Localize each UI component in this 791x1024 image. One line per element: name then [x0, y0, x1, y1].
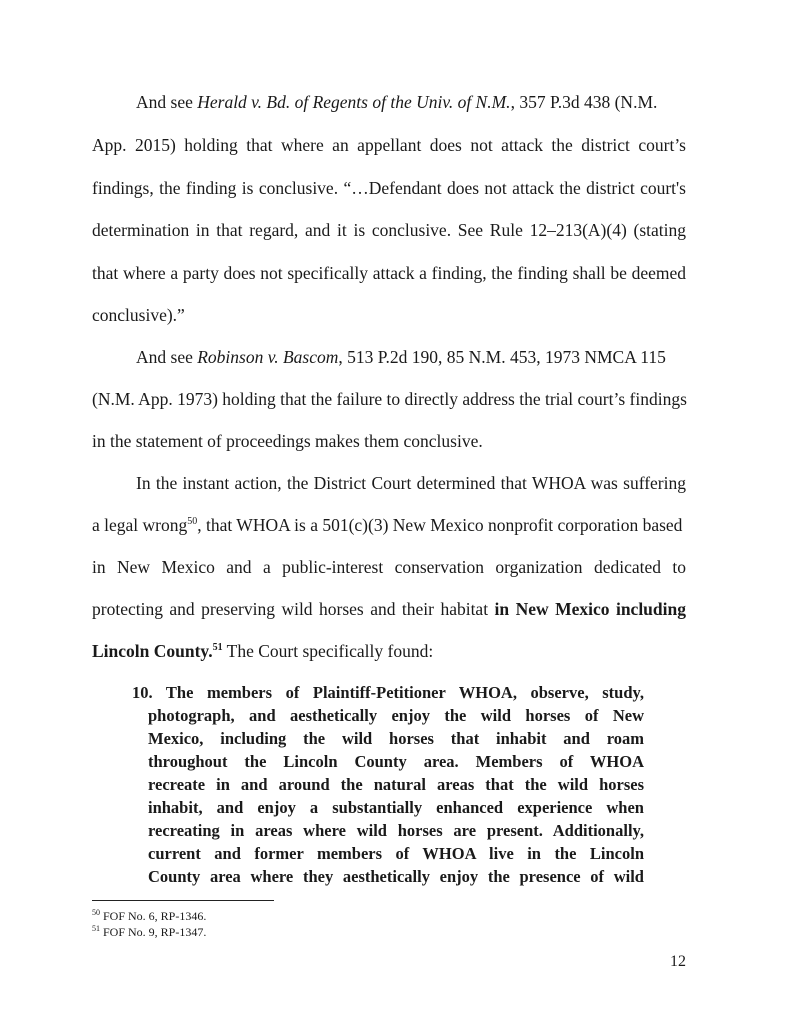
case-citation-robinson: Robinson v. Bascom	[197, 347, 339, 367]
quote-line4: throughout the Lincoln County area. Members of WHOA	[148, 752, 644, 771]
para3-line4: protecting and preserving wild horses and their habitat in New Mexico including	[92, 599, 686, 619]
quote-line9: County area where they aesthetically enjoy the presence of wild	[148, 867, 644, 886]
quote-line3: Mexico, including the wild horses that inhabit and roam	[148, 729, 644, 748]
para1-line4: determination in that regard, and it is conclusive. See Rule 12–213(A)(4) (stating	[92, 220, 686, 240]
quote-line1: 10. The members of Plaintiff-Petitioner WHOA, observe, study,	[132, 683, 644, 702]
para1-line6: conclusive).”	[92, 305, 185, 325]
footnote-ref-51: 51	[212, 642, 223, 654]
para1-line3: findings, the finding is conclusive. “…Defendant does not attack the district court's	[92, 178, 686, 198]
para1-line1: And see Herald v. Bd. of Regents of the Univ. of N.M., 357 P.3d 438 (N.M.	[136, 92, 658, 112]
para2-line1: And see Robinson v. Bascom, 513 P.2d 190, 85 N.M. 453, 1973 NMCA 115	[136, 347, 666, 367]
footnote-50: $^{50}$ FOF No. 6, RP-1346.	[92, 908, 207, 923]
page-number: 12	[670, 953, 686, 970]
para2-line3: in the statement of proceedings makes them conclusive.	[92, 431, 483, 451]
footnote-ref-50: 50	[187, 516, 198, 528]
para1-line2: App. 2015) holding that where an appellant does not attack the district court’s	[92, 135, 686, 155]
para3-line5: Lincoln County.$^{51}$ The Court specifically found:	[92, 641, 434, 661]
case-citation-herald: Herald v. Bd. of Regents of the Univ. of N.M.	[197, 92, 511, 112]
para2-line2: (N.M. App. 1973) holding that the failure to directly address the trial court’s findings	[92, 389, 687, 409]
quote-line8: current and former members of WHOA live in the Lincoln	[148, 844, 644, 863]
para1-line5: that where a party does not specifically attack a finding, the finding shall be deemed	[92, 263, 686, 283]
quote-line2: photograph, and aesthetically enjoy the wild horses of New	[148, 706, 644, 725]
para3-line1: In the instant action, the District Court determined that WHOA was suffering	[136, 473, 686, 493]
quote-line7: recreating in areas where wild horses are present. Additionally,	[148, 821, 644, 840]
quote-line5: recreate in and around the natural areas that the wild horses	[148, 775, 644, 794]
quote-line6: inhabit, and enjoy a substantially enhanced experience when	[148, 798, 644, 817]
para3-line3: in New Mexico and a public-interest conservation organization dedicated to	[92, 557, 686, 577]
para3-line2: a legal wrong$^{50}$, that WHOA is a 501(c)(3) New Mexico nonprofit corporation based	[92, 515, 683, 535]
footnote-divider	[92, 900, 274, 901]
footnote-51: $^{51}$ FOF No. 9, RP-1347.	[92, 924, 207, 939]
